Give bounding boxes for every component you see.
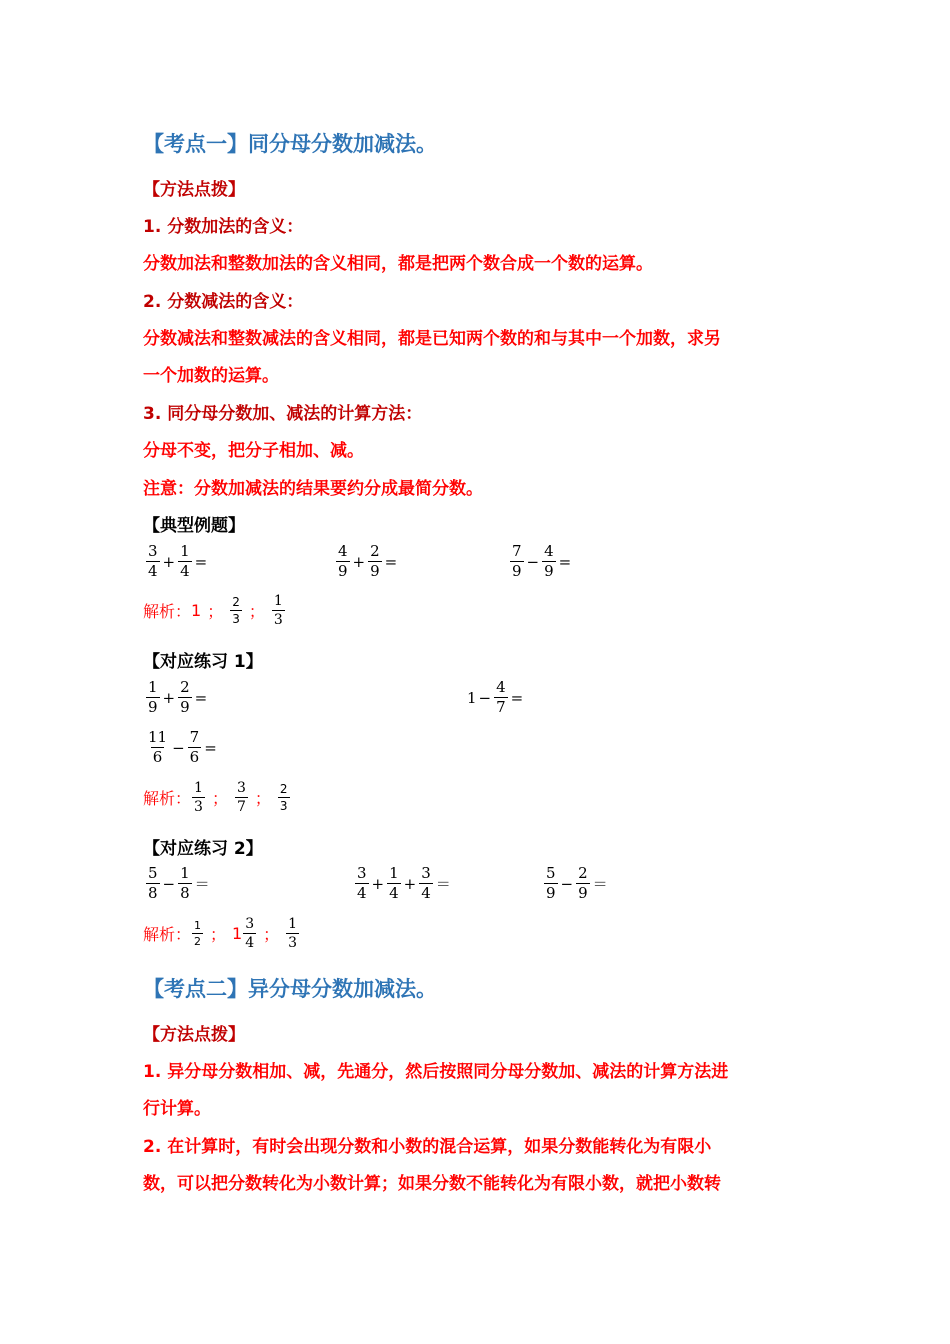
fraction: $\frac{3}{4}$	[421, 864, 431, 902]
section1-point1-body: 分数加法和整数加法的含义相同，都是把两个数合成一个数的运算。	[143, 254, 653, 274]
example-3: $\frac{7}{9}$ − $\frac{4}{9}$ =	[512, 542, 572, 580]
section2-point2-line2: 数，可以把分数转化为小数计算；如果分数不能转化为有限小数，就把小数转	[143, 1174, 721, 1194]
fraction: $\frac{1}{4}$	[180, 542, 190, 580]
fraction: $\frac{7}{9}$	[512, 542, 522, 580]
section2-title: 【考点二】异分母分数加减法。	[143, 977, 437, 1001]
section2-point1-line1: 1. 异分母分数相加、减，先通分，然后按照同分母分数加、减法的计算方法进	[143, 1062, 729, 1082]
example-answer: 解析： 1 ； $\frac{2}{3}$ ； $\frac{1}{3}$	[143, 593, 283, 628]
example-2: $\frac{4}{9}$ + $\frac{2}{9}$ =	[338, 542, 398, 580]
section1-method-title: 【方法点拨】	[143, 180, 245, 200]
fraction: $\frac{11}{6}$	[148, 728, 168, 766]
section2-method-title: 【方法点拨】	[143, 1025, 245, 1045]
fraction: $\frac{1}{3}$	[288, 916, 298, 951]
fraction: $\frac{5}{8}$	[148, 864, 158, 902]
fraction: $\frac{2}{3}$	[232, 595, 240, 626]
fraction: $\frac{2}{9}$	[180, 678, 190, 716]
fraction: $\frac{1}{4}$	[389, 864, 399, 902]
mixed-number: 1 $\frac{3}{4}$	[232, 916, 255, 951]
fraction: $\frac{1}{3}$	[273, 593, 283, 628]
fraction: $\frac{4}{9}$	[544, 542, 554, 580]
practice1-title: 【对应练习 1】	[143, 652, 263, 672]
practice2-problem-2: $\frac{3}{4}$ + $\frac{1}{4}$ + $\frac{3}{4}$ ＝	[357, 864, 451, 902]
practice1-problem-1: $\frac{1}{9}$ + $\frac{2}{9}$ =	[148, 678, 208, 716]
fraction: $\frac{1}{3}$	[194, 780, 203, 815]
example-1: $\frac{3}{4}$ + $\frac{1}{4}$ =	[148, 542, 208, 580]
fraction: $\frac{1}{8}$	[180, 864, 190, 902]
fraction: $\frac{3}{4}$	[245, 916, 255, 951]
practice2-problem-3: $\frac{5}{9}$ − $\frac{2}{9}$ ＝	[546, 864, 608, 902]
fraction: $\frac{2}{3}$	[279, 782, 288, 813]
section1-point1-title: 1. 分数加法的含义：	[143, 217, 304, 237]
section1-point3-body: 分母不变，把分子相加、减。	[143, 441, 364, 461]
practice2-problem-1: $\frac{5}{8}$ − $\frac{1}{8}$ ＝	[148, 864, 210, 902]
practice1-problem-3: $\frac{11}{6}$ − $\frac{7}{6}$ =	[148, 728, 217, 766]
fraction: $\frac{5}{9}$	[546, 864, 556, 902]
fraction: $\frac{1}{2}$	[194, 919, 202, 948]
section1-point3-title: 3. 同分母分数加、减法的计算方法：	[143, 404, 423, 424]
fraction: $\frac{3}{7}$	[236, 780, 246, 815]
fraction: $\frac{3}{4}$	[148, 542, 158, 580]
practice1-answer: 解析： $\frac{1}{3}$ ； $\frac{3}{7}$ ； $\frac{2}{3}$	[143, 780, 288, 815]
section1-title: 【考点一】同分母分数加减法。	[143, 132, 437, 156]
example-title: 【典型例题】	[143, 516, 245, 536]
fraction: $\frac{3}{4}$	[357, 864, 367, 902]
fraction: $\frac{1}{9}$	[148, 678, 158, 716]
section1-point2-body-line1: 分数减法和整数减法的含义相同，都是已知两个数的和与其中一个加数，求另	[143, 329, 721, 349]
fraction: $\frac{4}{7}$	[496, 678, 506, 716]
fraction: $\frac{7}{6}$	[189, 728, 200, 766]
practice2-title: 【对应练习 2】	[143, 839, 263, 859]
section1-point2-body-line2: 一个加数的运算。	[143, 366, 279, 386]
fraction: $\frac{2}{9}$	[370, 542, 380, 580]
practice1-problem-2: 1 − $\frac{4}{7}$ =	[467, 678, 524, 716]
fraction: $\frac{4}{9}$	[338, 542, 348, 580]
section1-note: 注意：分数加减法的结果要约分成最简分数。	[143, 479, 483, 499]
section2-point1-line2: 行计算。	[143, 1099, 211, 1119]
section2-point2-line1: 2. 在计算时，有时会出现分数和小数的混合运算，如果分数能转化为有限小	[143, 1137, 712, 1157]
section1-point2-title: 2. 分数减法的含义：	[143, 292, 304, 312]
practice2-answer: 解析： $\frac{1}{2}$ ； 1 $\frac{3}{4}$ ； $\frac{1}{3}$	[143, 916, 298, 951]
fraction: $\frac{2}{9}$	[578, 864, 588, 902]
